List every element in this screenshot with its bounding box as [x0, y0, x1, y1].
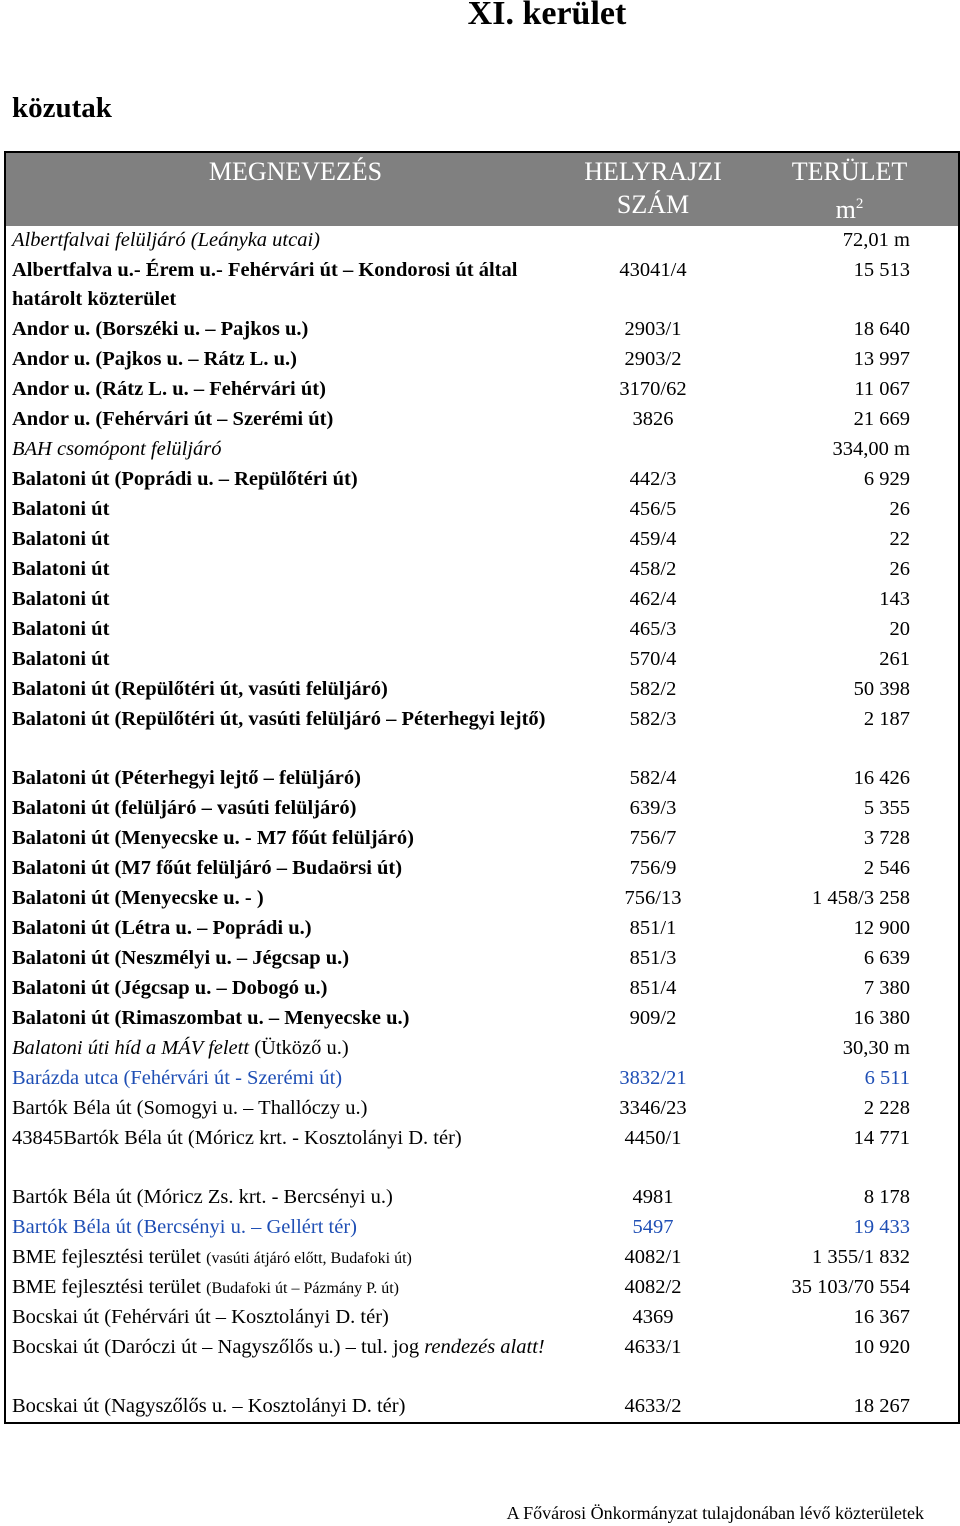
table-row: [5, 824, 959, 854]
row-area: 72,01 m: [842, 229, 910, 251]
table-row: [5, 1273, 959, 1303]
header-name: MEGNEVEZÉS: [5, 152, 565, 226]
row-hrsz: 459/4: [629, 528, 677, 550]
row-area: 143: [879, 588, 910, 610]
row-name: Balatoni út (Neszmélyi u. – Jégcsap u.): [12, 947, 350, 969]
row-hrsz: 3832/21: [619, 1067, 687, 1089]
row-name: [5, 1273, 565, 1303]
row-name: Balatoni út (Poprádi u. – Repülőtéri út): [12, 468, 358, 490]
row-area: 1 355/1 832: [812, 1246, 910, 1268]
row-hrsz: 851/4: [629, 977, 677, 999]
row-name-main: Bocskai út (Daróczi út – Nagyszőlős u.) – tul. jog: [12, 1336, 425, 1358]
table-row: [5, 495, 959, 525]
row-area: 5 355: [863, 797, 910, 819]
row-name: Andor u. (Pajkos u. – Rátz L. u.): [12, 348, 297, 370]
row-hrsz: 2903/2: [624, 348, 682, 370]
header-area: [741, 152, 959, 226]
table-row: [5, 914, 959, 944]
row-name-main: BME fejlesztési terület: [12, 1276, 207, 1298]
table-row: [5, 1183, 959, 1213]
table-row: [5, 1004, 959, 1034]
row-area: 11 067: [854, 378, 910, 400]
table-row: [5, 1034, 959, 1064]
row-hrsz: 458/2: [629, 558, 677, 580]
table-row: [5, 1303, 959, 1333]
table-row: [5, 764, 959, 794]
table-row: [5, 375, 959, 405]
row-hrsz: 4082/2: [624, 1276, 682, 1298]
row-area: 16 426: [853, 767, 910, 789]
table-header-row: [5, 152, 959, 226]
table-row: [5, 465, 959, 495]
row-name: Balatoni út (Péterhegyi lejtő – felüljáró): [12, 767, 361, 789]
row-hrsz: 756/9: [629, 857, 677, 879]
table-row: [5, 794, 959, 824]
row-hrsz: 909/2: [629, 1007, 677, 1029]
row-area: 22: [889, 528, 910, 550]
table-row: [5, 1392, 959, 1423]
table-row: [5, 585, 959, 615]
row-hrsz: 4450/1: [624, 1127, 682, 1149]
row-name: [5, 1243, 565, 1273]
row-name: Balatoni út (Jégcsap u. – Dobogó u.): [12, 977, 328, 999]
row-hrsz: [565, 226, 741, 256]
row-area: 261: [879, 648, 910, 670]
table-row: [5, 1094, 959, 1124]
header-hrsz-line1: HELYRAJZI: [584, 157, 722, 186]
row-hrsz: 582/3: [629, 708, 677, 730]
table-row: [5, 1064, 959, 1094]
roads-table: [4, 151, 960, 1424]
row-area: 20: [889, 618, 910, 640]
row-area: 18 640: [853, 318, 910, 340]
row-name: Albertfalva u.- Érem u.- Fehérvári út – Kondorosi út által határolt közterület: [12, 259, 518, 310]
row-area: 50 398: [853, 678, 910, 700]
table-row: [5, 1333, 959, 1392]
row-name: Andor u. (Fehérvári út – Szerémi út): [12, 408, 334, 430]
table-row: [5, 1124, 959, 1183]
row-hrsz: 462/4: [629, 588, 677, 610]
row-area: 35 103/70 554: [791, 1276, 910, 1298]
table-row: [5, 555, 959, 585]
row-hrsz: [565, 435, 741, 465]
row-area: 19 433: [853, 1216, 910, 1238]
header-area-sup: 2: [855, 196, 864, 212]
table-row: [5, 1213, 959, 1243]
table-row: [5, 884, 959, 914]
header-area-unit: m: [835, 195, 856, 224]
row-hrsz: 756/7: [629, 827, 677, 849]
row-area: 10 920: [853, 1336, 910, 1358]
row-area: 6 511: [864, 1067, 910, 1089]
row-hrsz: 756/13: [624, 887, 682, 909]
row-name: Balatoni út (Rimaszombat u. – Menyecske u.): [12, 1007, 410, 1029]
row-name: Balatoni út (Létra u. – Poprádi u.): [12, 917, 312, 939]
row-area: 21 669: [853, 408, 910, 430]
table-row: [5, 435, 959, 465]
row-area: 16 367: [853, 1306, 910, 1328]
row-hrsz: 3346/23: [619, 1097, 687, 1119]
row-hrsz: 4633/2: [624, 1395, 682, 1417]
table-row: [5, 525, 959, 555]
row-area: 14 771: [853, 1127, 910, 1149]
table-row: [5, 974, 959, 1004]
header-hrsz: [565, 152, 741, 226]
page-footer: A Fővárosi Önkormányzat tulajdonában lévő közterületek: [506, 1503, 924, 1523]
table-row: [5, 226, 959, 256]
row-hrsz: 442/3: [629, 468, 677, 490]
row-hrsz: 639/3: [629, 797, 677, 819]
row-hrsz: 570/4: [629, 648, 677, 670]
row-name: Bocskai út (Nagyszőlős u. – Kosztolányi D. tér): [12, 1395, 406, 1417]
row-hrsz: 4082/1: [624, 1246, 682, 1268]
row-area: 1 458/3 258: [812, 887, 910, 909]
row-area: 12 900: [853, 917, 910, 939]
row-name: Andor u. (Borszéki u. – Pajkos u.): [12, 318, 309, 340]
row-area: 7 380: [863, 977, 910, 999]
row-hrsz: [565, 1034, 741, 1064]
row-hrsz: 5497: [632, 1216, 674, 1238]
row-name: Balatoni út: [12, 618, 110, 640]
row-area: 16 380: [853, 1007, 910, 1029]
row-hrsz: 582/4: [629, 767, 677, 789]
row-name: Barázda utca (Fehérvári út - Szerémi út): [12, 1067, 343, 1089]
page-title: XI. kerület: [467, 0, 627, 32]
row-name: Balatoni út: [12, 588, 110, 610]
row-hrsz: 3826: [632, 408, 674, 430]
row-name: Balatoni út: [12, 558, 110, 580]
row-hrsz: 2903/1: [624, 318, 682, 340]
row-area: 30,30 m: [842, 1037, 910, 1059]
header-hrsz-line2: SZÁM: [616, 190, 690, 219]
table-row: [5, 675, 959, 705]
table-row: [5, 315, 959, 345]
row-area: 2 546: [863, 857, 910, 879]
row-hrsz: 582/2: [629, 678, 677, 700]
row-name: Balatoni út (Menyecske u. - M7 főút felüljáró): [12, 827, 414, 849]
row-name: [5, 1034, 565, 1064]
row-area: 13 997: [853, 348, 910, 370]
row-area: 6 929: [863, 468, 910, 490]
row-area: 26: [889, 558, 910, 580]
row-name: Bocskai út (Fehérvári út – Kosztolányi D. tér): [12, 1306, 389, 1328]
row-area: 26: [889, 498, 910, 520]
table-row: [5, 854, 959, 884]
table-row: [5, 705, 959, 764]
table-row: [5, 405, 959, 435]
row-area: 6 639: [863, 947, 910, 969]
row-name: 43845Bartók Béla út (Móricz krt. - Kosztolányi D. tér): [12, 1127, 462, 1149]
row-name: Balatoni út: [12, 648, 110, 670]
row-area: 3 728: [863, 827, 910, 849]
row-area: 15 513: [853, 259, 910, 281]
row-area: 8 178: [863, 1186, 910, 1208]
row-hrsz: 4369: [632, 1306, 674, 1328]
row-name: Balatoni út (Repülőtéri út, vasúti felüljáró): [12, 678, 388, 700]
row-name: Balatoni út: [12, 498, 110, 520]
row-hrsz: 3170/62: [619, 378, 687, 400]
header-area-line1: TERÜLET: [791, 157, 908, 186]
row-name-rest: (Ütköző u.): [249, 1037, 349, 1059]
table-row: [5, 615, 959, 645]
row-name: Bartók Béla út (Somogyi u. – Thallóczy u.): [12, 1097, 368, 1119]
table-row: [5, 345, 959, 375]
table-row: [5, 256, 959, 315]
row-name: BAH csomópont felüljáró: [12, 438, 222, 460]
row-name-small: (Budafoki út – Pázmány P. út): [206, 1280, 399, 1297]
row-name: Andor u. (Rátz L. u. – Fehérvári út): [12, 378, 326, 400]
row-name-main: BME fejlesztési terület: [12, 1246, 207, 1268]
row-name: [5, 1333, 565, 1392]
row-name-italic: Balatoni úti híd a MÁV felett: [12, 1037, 250, 1059]
row-name: Balatoni út (Repülőtéri út, vasúti felüljáró – Péterhegyi lejtő): [12, 708, 546, 730]
table-row: [5, 1243, 959, 1273]
row-hrsz: 456/5: [629, 498, 677, 520]
row-area: 18 267: [853, 1395, 910, 1417]
table-row: [5, 944, 959, 974]
row-name-italic: rendezés alatt!: [424, 1336, 545, 1358]
row-hrsz: 465/3: [629, 618, 677, 640]
row-name: Balatoni út (Menyecske u. - ): [12, 887, 264, 909]
row-hrsz: 851/3: [629, 947, 677, 969]
row-name-small: (vasúti átjáró előtt, Budafoki út): [206, 1250, 412, 1267]
row-hrsz: 851/1: [629, 917, 677, 939]
row-name: Albertfalvai felüljáró (Leányka utcai): [12, 229, 321, 251]
row-hrsz: 4633/1: [624, 1336, 682, 1358]
row-name: Balatoni út (M7 főút felüljáró – Budaörsi út): [12, 857, 403, 879]
row-hrsz: 4981: [632, 1186, 674, 1208]
row-name: Balatoni út (felüljáró – vasúti felüljáró): [12, 797, 357, 819]
row-name: Bartók Béla út (Móricz Zs. krt. - Bercsényi u.): [12, 1186, 393, 1208]
row-area: 334,00 m: [832, 438, 910, 460]
table-row: [5, 645, 959, 675]
section-title: közutak: [12, 92, 112, 124]
row-name: Balatoni út: [12, 528, 110, 550]
row-hrsz: 43041/4: [619, 259, 687, 281]
row-area: 2 228: [863, 1097, 910, 1119]
row-name: Bartók Béla út (Bercsényi u. – Gellért tér): [12, 1216, 357, 1238]
row-area: 2 187: [863, 708, 910, 730]
